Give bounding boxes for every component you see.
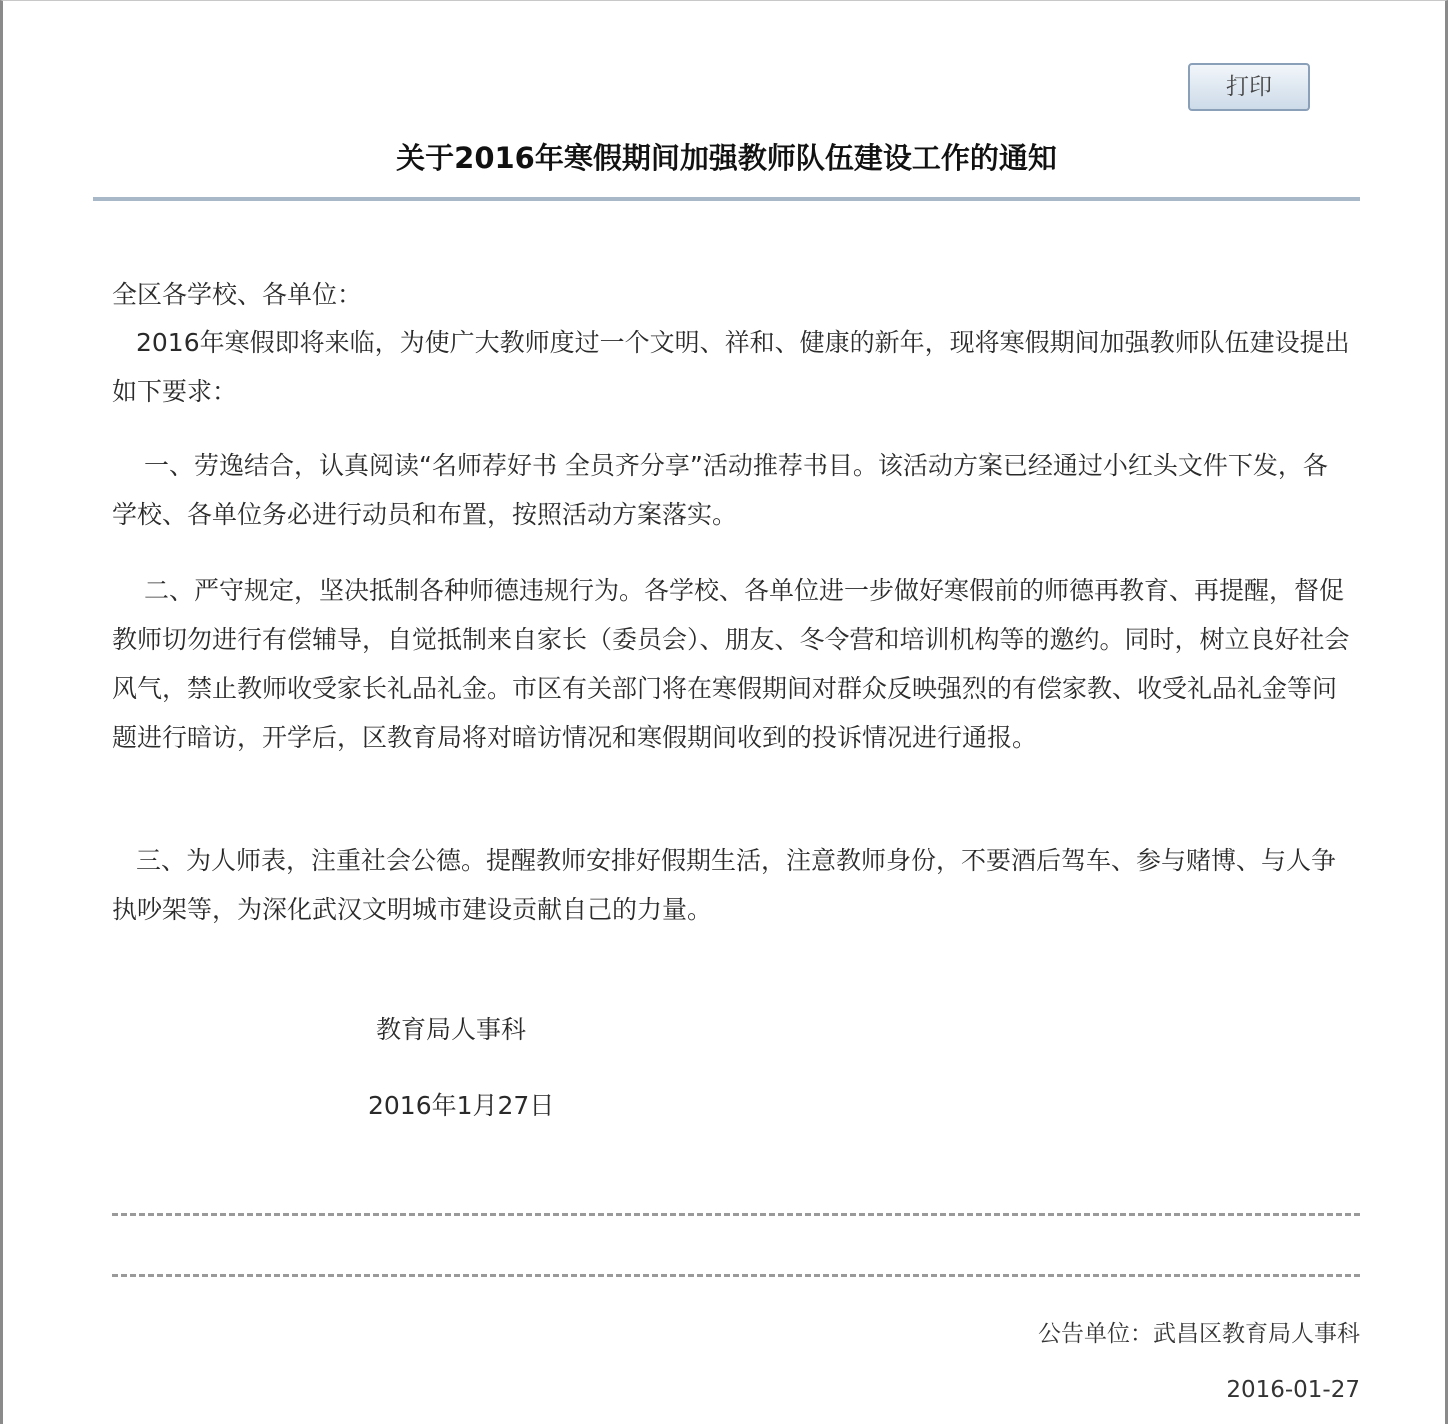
- intro-paragraph: 2016年寒假即将来临，为使广大教师度过一个文明、祥和、健康的新年，现将寒假期间加强教师队伍建设提出如下要求：: [112, 328, 1350, 406]
- requirement-item-1: 一、劳逸结合，认真阅读“名师荐好书 全员齐分享”活动推荐书目。该活动方案已经通过小红头文件下发，各学校、各单位务必进行动员和布置，按照活动方案落实。: [112, 451, 1328, 529]
- footer-publish-date: 2016-01-27: [1226, 1377, 1360, 1403]
- footer-publisher: 公告单位：武昌区教育局人事科: [1038, 1321, 1360, 1347]
- footer-divider-top: [112, 1213, 1360, 1216]
- signature-date: 2016年1月27日: [368, 1091, 555, 1120]
- salutation: 全区各学校、各单位：: [112, 280, 363, 309]
- footer-divider-bottom: [112, 1274, 1360, 1277]
- requirement-item-2: 二、严守规定，坚决抵制各种师德违规行为。各学校、各单位进一步做好寒假前的师德再教育、再提醒，督促教师切勿进行有偿辅导，自觉抵制来自家长（委员会）、朋友、冬令营和培训机构等的邀约。同时，树立良好社会风气，禁止教师收受家长礼品礼金。市区有关部门将在寒假期间对群众反映强烈的有偿家教、收受礼品礼金等问题进行暗访，开学后，区教育局将对暗访情况和寒假期间收到的投诉情况进行通报。: [112, 576, 1350, 752]
- notice-title: 关于2016年寒假期间加强教师队伍建设工作的通知: [396, 141, 1057, 175]
- signature-department: 教育局人事科: [376, 1015, 527, 1044]
- print-button[interactable]: 打印: [1188, 63, 1310, 111]
- requirement-item-3: 三、为人师表，注重社会公德。提醒教师安排好假期生活，注意教师身份，不要酒后驾车、参与赌博、与人争执吵架等，为深化武汉文明城市建设贡献自己的力量。: [112, 846, 1337, 924]
- title-divider: [93, 197, 1360, 201]
